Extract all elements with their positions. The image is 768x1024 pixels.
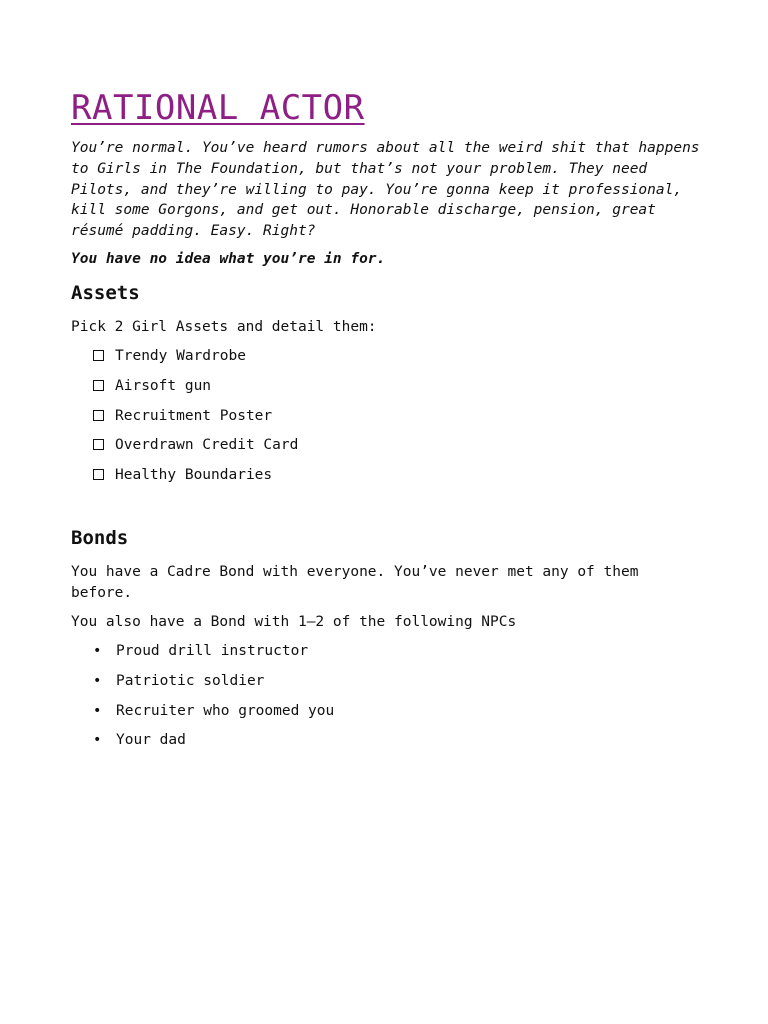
asset-label: Overdrawn Credit Card — [115, 437, 299, 454]
cadre-bond-text: You have a Cadre Bond with everyone. You’ve never met any of them before. — [71, 564, 639, 601]
asset-label: Recruitment Poster — [115, 407, 273, 424]
asset-item[interactable] — [93, 377, 298, 407]
tagline: You have no idea what you’re in for. — [71, 251, 386, 267]
npc-item — [93, 731, 334, 761]
bullet-icon: • — [93, 643, 102, 659]
checkbox-icon[interactable] — [93, 410, 104, 421]
checkbox-icon[interactable] — [93, 469, 104, 480]
assets-instruction: Pick 2 Girl Assets and detail them: — [71, 319, 377, 335]
checkbox-icon[interactable] — [93, 439, 104, 450]
intro-paragraph: You’re normal. You’ve heard rumors about all the weird shit that happens to Girls in The Foundation, but that’s not your problem. They need Pilots, and they’re willing to pay. You’re gonna keep it professional, kill some Gorgons, and get out. Honorable discharge, pension, great résumé padding. Easy. Right? — [71, 140, 700, 240]
npc-item — [93, 642, 334, 672]
npc-label: Recruiter who groomed you — [116, 702, 335, 719]
npc-label: Proud drill instructor — [116, 643, 309, 659]
npc-item — [93, 672, 334, 702]
npc-label: Patriotic soldier — [116, 672, 265, 689]
npc-list — [93, 642, 334, 761]
npc-item — [93, 702, 334, 732]
bullet-icon: • — [93, 732, 102, 749]
page-title: RATIONAL ACTOR — [71, 88, 365, 128]
checkbox-icon[interactable] — [93, 380, 104, 391]
asset-item[interactable] — [93, 436, 298, 466]
asset-label: Healthy Boundaries — [115, 467, 273, 484]
checkbox-icon[interactable] — [93, 350, 104, 361]
npc-label: Your dad — [116, 732, 186, 749]
asset-label: Airsoft gun — [115, 377, 212, 394]
bonds-heading: Bonds — [71, 527, 129, 549]
npc-bond-intro: You also have a Bond with 1–2 of the following NPCs — [71, 614, 517, 630]
asset-item[interactable] — [93, 466, 298, 496]
assets-heading: Assets — [71, 282, 140, 304]
bullet-icon: • — [93, 702, 102, 719]
asset-item[interactable] — [93, 347, 298, 377]
asset-list — [93, 347, 298, 496]
asset-label: Trendy Wardrobe — [115, 348, 246, 364]
asset-item[interactable] — [93, 407, 298, 437]
bullet-icon: • — [93, 672, 102, 689]
